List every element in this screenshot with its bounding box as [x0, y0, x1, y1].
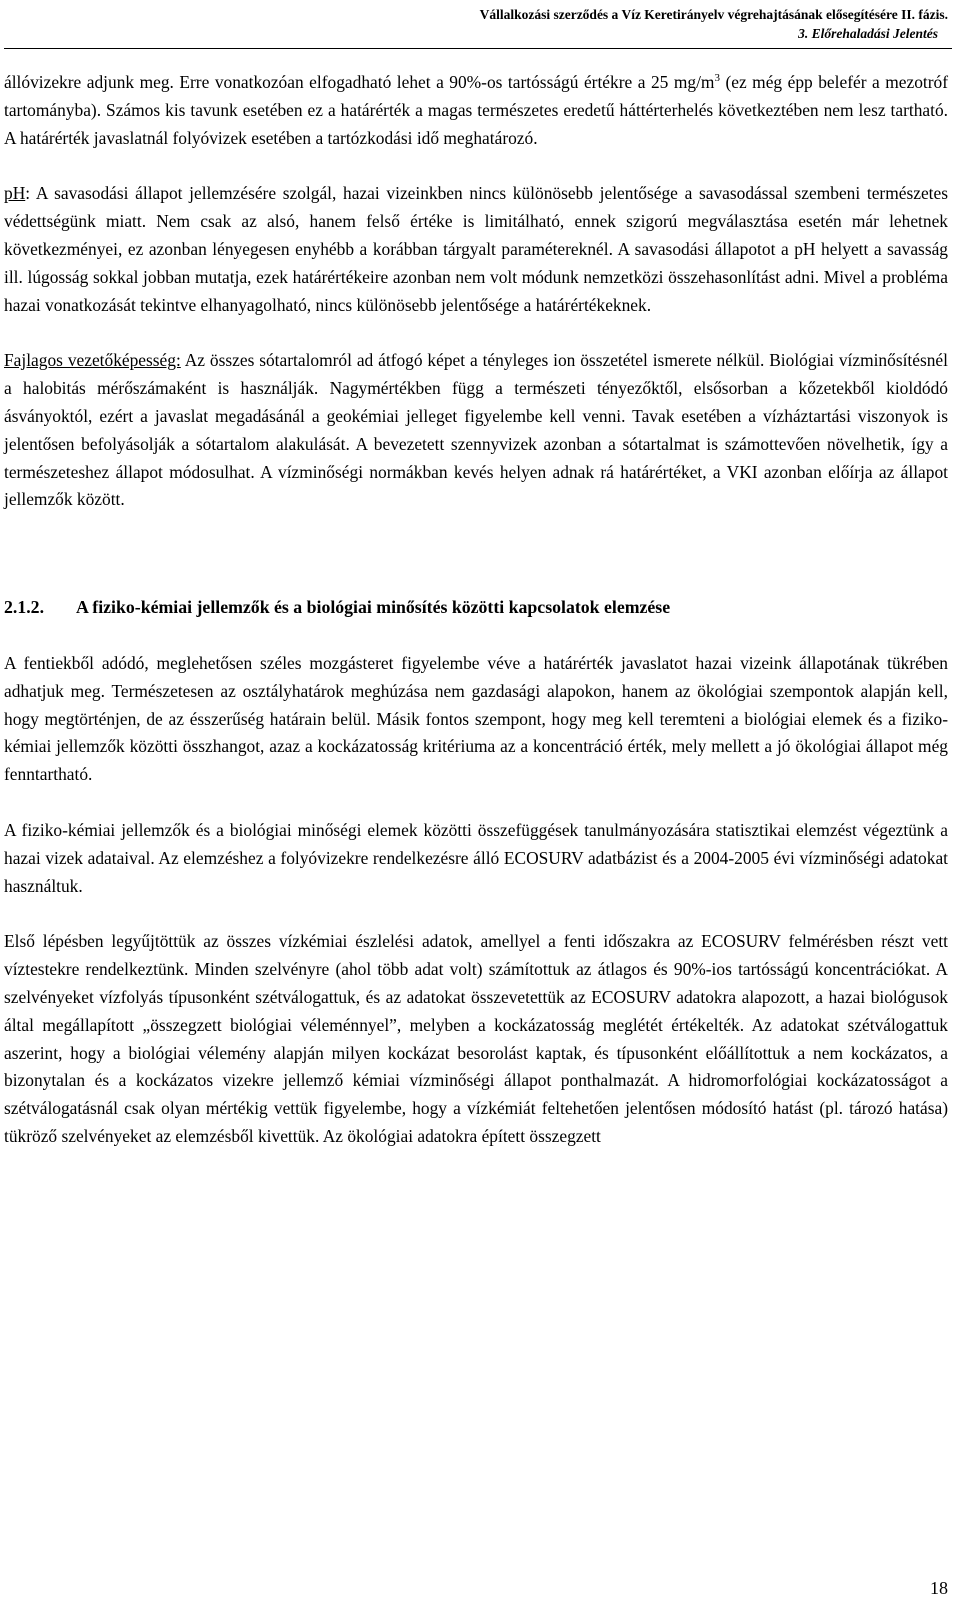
header-subtitle: 3. Előrehaladási Jelentés	[798, 26, 938, 41]
body-text	[4, 69, 948, 1151]
term-conductivity: Fajlagos vezetőképesség:	[4, 350, 181, 371]
paragraph-statistical-analysis: A fiziko-kémiai jellemzők és a biológiai minőségi elemek közötti összefüggések tanulmányozására statisztikai elemzést végeztünk a hazai vizek adataival. Az elemzéshez a folyóvizekre rendelkezésre álló ECOSURV adatbázist és a 2004-2005 évi vízminőségi adatokat használtuk.	[4, 819, 948, 896]
header-title: Vállalkozási szerződés a Víz Keretirányelv végrehajtásának elősegítésére II. fázis.	[479, 7, 948, 22]
section-number: 2.1.2.	[4, 597, 45, 618]
paragraph-ph	[4, 180, 948, 319]
paragraph-text: : A savasodási állapot jellemzésére szolgál, hazai vizeinkben nincs különösebb jelentősége a savasodással szembeni természetes védettségünk miatt. Nem csak az alsó, hanem felső értéke is limitálható, ennek szigorú megválasztása esetén már lehetnek következményei, ez azonban lényegesen enyhébb a korábban tárgyalt paramétereknél. A savasodási állapotot a pH helyett a savasság ill. lúgosság sokkal jobban mutatja, ezek határértékeire azonban nem volt módunk nemzetközi összehasonlítást adni. Mivel a probléma hazai vonatkozását tekintve elhanyagolható, nincs különösebb jelentősége a határértékeknek.	[4, 183, 948, 315]
page-number: 18	[930, 1578, 948, 1598]
term-ph: pH	[4, 183, 26, 204]
running-header	[480, 5, 948, 43]
header-divider	[4, 48, 952, 49]
paragraph-text: Az összes sótartalomról ad átfogó képet a tényleges ion összetétel ismerete nélkül. Biológiai vízminősítésnél a halobitás mérőszámaként is használják. Nagymértékben függ a természeti tényezőktől, elsősorban a kőzetekből kioldódó ásványoktól, ezért a javaslat megadásánál a geokémiai jelleget figyelembe kell venni. Tavak esetében a vízháztartási viszonyok is jelentősen befolyásolják a sótartalom alakulását. A bevezetett szennyvizek azonban a sótartalmat is számottevően növelhetik, így a természeteshez állapot módosulhat. A vízminőségi normákban kevés helyen adnak rá határértéket, a VKI azonban előírja az állapot jellemzők között.	[4, 350, 948, 510]
section-title: A fiziko-kémiai jellemzők és a biológiai minősítés közötti kapcsolatok elemzése	[76, 597, 671, 618]
section-heading	[4, 594, 948, 622]
paragraph-text: állóvizekre adjunk meg. Erre vonatkozóan elfogadható lehet a 90%-os tartósságú értékre a 25 mg/m	[4, 72, 715, 92]
paragraph-standing-waters	[4, 69, 948, 152]
superscript-3: 3	[714, 72, 720, 85]
paragraph-first-step: Első lépésben legyűjtöttük az összes vízkémiai észlelési adatok, amellyel a fenti időszakra az ECOSURV felmérésben részt vett víztestekre rendelkeztünk. Minden szelvényre (ahol több adat volt) számítottuk az átlagos és 90%-ios tartósságú koncentrációkat. A szelvényeket vízfolyás típusonként szétválogattuk, és az adatokat összevetettük az ECOSURV adatokra alapozott, a hazai biológusok által megállapított „összegzett biológiai véleménnyel”, melyben a kockázatosság meglétét értékelték. Az adatokat szétválogattuk aszerint, hogy a biológiai vélemény alapján milyen kockázat besorolást kaptak, és típusonként előállítottuk a nem kockázatos, a bizonytalan és a kockázatos vizekre jellemző kémiai vízminőségi állapot ponthalmazát. A hidromorfológiai kockázatosságot a szétválogatásnál csak olyan mértékig vettük figyelembe, hogy a vízkémiát feltehetően jelentősen módosító hatást (pl. tározó hatása) tükröző szelvényeket az elemzésből kivettük. Az ökológiai adatokra épített összegzett	[4, 931, 948, 1146]
paragraph-threshold-proposal: A fentiekből adódó, meglehetősen széles mozgásteret figyelembe véve a határérték javaslatot hazai vizeink állapotának tükrében adhatjuk meg. Természetesen az osztályhatárok meghúzása nem gazdasági alapokon, hanem az ökológiai szempontok alapján kell, hogy megtörténjen, de az ésszerűség határain belül. Másik fontos szempont, hogy meg kell teremteni a biológiai elemek és a fiziko-kémiai jellemzők közötti összhangot, azaz a kockázatosság kritériuma az a koncentráció érték, mely mellett a jó ökológiai állapot még fenntartható.	[4, 652, 948, 785]
paragraph-conductivity	[4, 347, 948, 514]
paragraph-text: (ez még épp belefér a mezotróf tartományba). Számos kis tavunk esetében ez a határérték a magas természetes eredetű háttérterhelés következtében nem lesz tartható. A határérték javaslatnál folyóvizek esetében a tartózkodási idő meghatározó.	[4, 72, 949, 148]
